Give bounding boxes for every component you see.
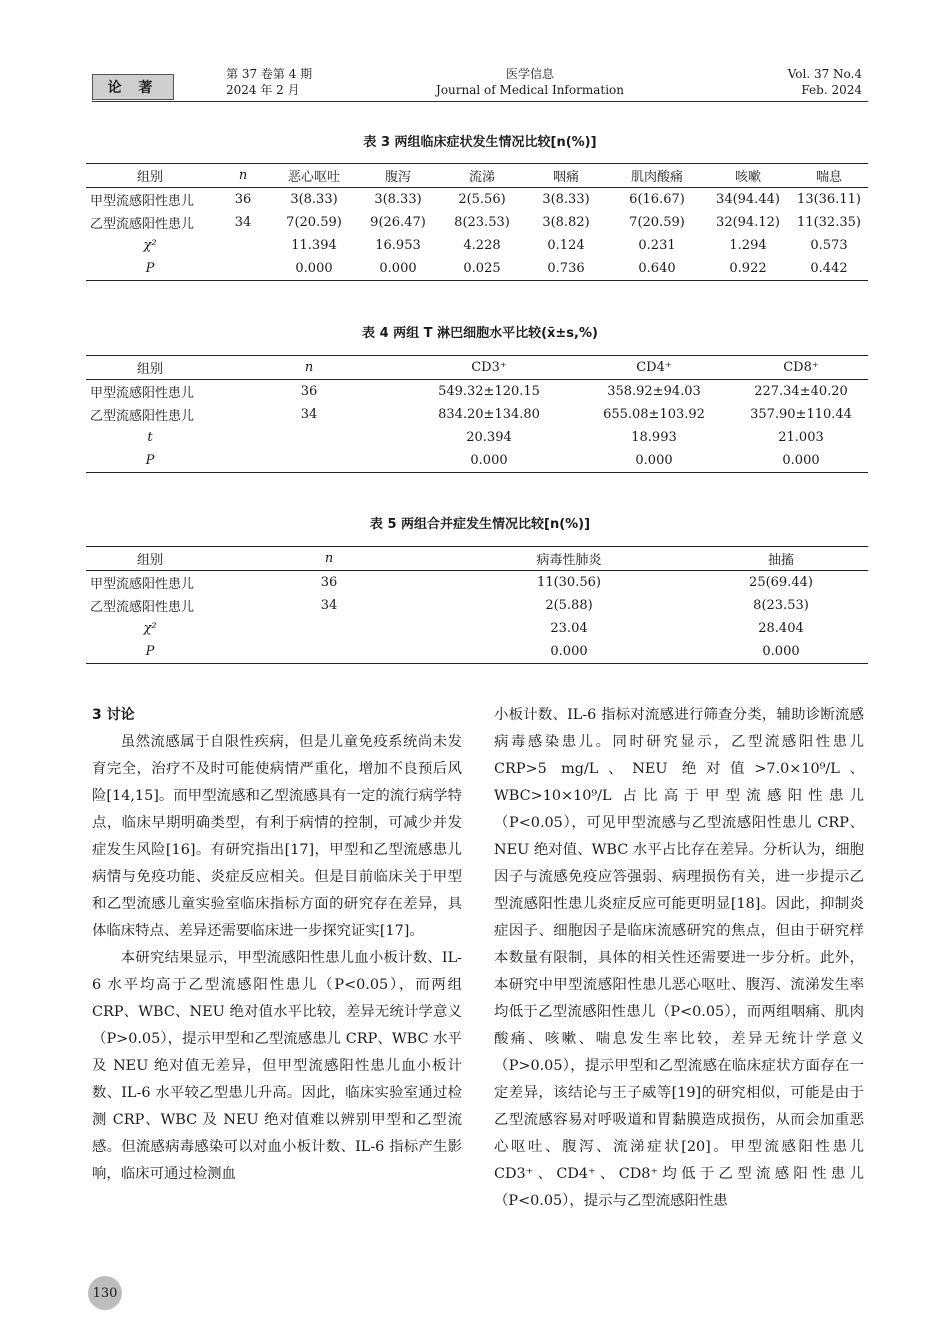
table-cell: 36 xyxy=(320,575,338,590)
table-cell: 0.000 xyxy=(444,640,694,664)
table-cell xyxy=(214,617,444,640)
table-cell: 3(8.33) xyxy=(542,192,590,207)
table-cell: 2(5.56) xyxy=(458,192,506,207)
table-row xyxy=(86,380,868,404)
table-cell: 36 xyxy=(234,192,252,207)
table-row xyxy=(86,234,868,257)
col-header: 病毒性肺炎 xyxy=(444,547,694,571)
volume-issue xyxy=(226,66,312,98)
col-header: 组别 xyxy=(86,547,214,571)
table-cell: 16.953 xyxy=(375,238,421,253)
page-number: 130 xyxy=(88,1276,122,1310)
journal-name xyxy=(430,66,630,98)
table-cell: 34 xyxy=(300,407,318,422)
col-header: 喘息 xyxy=(790,164,868,188)
table-cell: 549.32±120.15 xyxy=(438,384,540,399)
table-cell: P xyxy=(86,449,214,473)
table-cell: 9(26.47) xyxy=(370,215,426,230)
table-cell: 357.90±110.44 xyxy=(750,407,852,422)
table-cell: 7(20.59) xyxy=(286,215,342,230)
table-cell: 8(23.53) xyxy=(454,215,510,230)
col-header: CD8⁺ xyxy=(734,356,868,380)
col-header: 组别 xyxy=(86,356,214,380)
col-header: 咳嗽 xyxy=(706,164,790,188)
date-label: 2024 年 2 月 xyxy=(226,83,300,97)
table-row xyxy=(86,594,868,617)
table-cell: t xyxy=(147,430,153,445)
table-cell: 0.442 xyxy=(790,257,868,281)
col-header: 组别 xyxy=(86,164,214,188)
table4 xyxy=(86,355,868,473)
table-cell: 0.231 xyxy=(638,238,676,253)
table-cell xyxy=(214,640,444,664)
table-cell: 3(8.33) xyxy=(374,192,422,207)
col-header: n xyxy=(214,356,404,380)
table-cell: 0.922 xyxy=(706,257,790,281)
table-cell: 乙型流感阳性患儿 xyxy=(90,600,195,615)
table-cell xyxy=(214,257,272,281)
table-cell: 乙型流感阳性患儿 xyxy=(90,217,195,232)
header-rule xyxy=(92,101,868,102)
right-column xyxy=(494,702,864,1215)
table-cell: 34(94.44) xyxy=(716,192,780,207)
table-cell: 甲型流感阳性患儿 xyxy=(90,577,195,592)
col-header: n xyxy=(214,164,272,188)
table-cell: 32(94.12) xyxy=(716,215,780,230)
table-cell: 20.394 xyxy=(466,430,512,445)
table-cell: 0.640 xyxy=(608,257,706,281)
table-header-row xyxy=(86,356,868,380)
table-cell: 4.228 xyxy=(463,238,501,253)
table-cell: P xyxy=(86,640,214,664)
section-tag: 论 著 xyxy=(92,74,174,100)
table-cell: 0.124 xyxy=(547,238,585,253)
table-cell: χ² xyxy=(143,621,157,636)
table-cell: 18.993 xyxy=(631,430,677,445)
table-cell: 6(16.67) xyxy=(629,192,685,207)
table-cell xyxy=(214,449,404,473)
table-cell: 0.736 xyxy=(524,257,608,281)
table-header-row xyxy=(86,164,868,188)
table-row xyxy=(86,571,868,595)
paragraph: 小板计数、IL-6 指标对流感进行筛查分类，辅助诊断流感病毒感染患儿。同时研究显示，乙型流感阳性患儿 CRP>5 mg/L、NEU 绝对值>7.0×10⁹/L、WBC>10×10⁹/L 占比高于甲型流感阳性患儿（P<0.05），可见甲型流感与乙型流感阳性患儿 CRP、NEU 绝对值、WBC 水平占比存在差异。分析认为，细胞因子与流感免疫应答强弱、病理损伤有关，进一步提示乙型流感阳性患儿炎症反应可能更明显[18]。因此，抑制炎症因子、细胞因子是临床流感研究的焦点，但由于研究样本数量有限制，具体的相关性还需要进一步分析。此外，本研究中甲型流感阳性患儿恶心呕吐、腹泻、流涕发生率均低于乙型流感阳性患儿（P<0.05），而两组咽痛、肌肉酸痛、咳嗽、喘息发生率比较，差异无统计学意义（P>0.05），提示甲型和乙型流感在临床症状方面存在一定差异，该结论与王子威等[19]的研究相似，可能是由于乙型流感容易对呼吸道和胃黏膜造成损伤，从而会加重恶心呕吐、腹泻、流涕症状[20]。甲型流感阳性患儿 CD3⁺、CD4⁺、CD8⁺均低于乙型流感阳性患儿（P<0.05），提示与乙型流感阳性患 xyxy=(494,707,864,1209)
table-cell: 834.20±134.80 xyxy=(438,407,540,422)
col-header: 抽搐 xyxy=(694,547,868,571)
table4-caption: 表 4 两组 T 淋巴细胞水平比较(x̄±s,%) xyxy=(362,326,598,341)
table3-caption: 表 3 两组临床症状发生情况比较[n(%)] xyxy=(363,135,597,150)
table-row xyxy=(86,257,868,281)
table-row xyxy=(86,617,868,640)
table-cell: 甲型流感阳性患儿 xyxy=(90,194,195,209)
table-cell: 11(30.56) xyxy=(537,575,601,590)
table-row xyxy=(86,188,868,212)
table-cell: 8(23.53) xyxy=(753,598,809,613)
table-cell: 36 xyxy=(300,384,318,399)
table-row xyxy=(86,449,868,473)
table-row xyxy=(86,211,868,234)
table-cell: 2(5.88) xyxy=(545,598,593,613)
table-cell: 0.000 xyxy=(574,449,734,473)
table-row xyxy=(86,640,868,664)
table-cell xyxy=(214,426,404,449)
volume-label-en: Vol. 37 No.4 xyxy=(787,67,862,81)
table-cell: 28.404 xyxy=(758,621,804,636)
table-cell: 655.08±103.92 xyxy=(603,407,705,422)
table-cell: 21.003 xyxy=(778,430,824,445)
table-cell: 7(20.59) xyxy=(629,215,685,230)
col-header: n xyxy=(214,547,444,571)
table-cell: 3(8.82) xyxy=(542,215,590,230)
table-cell: 0.573 xyxy=(810,238,848,253)
table-cell: 0.025 xyxy=(440,257,524,281)
table-cell: 11(32.35) xyxy=(797,215,861,230)
table-cell: 11.394 xyxy=(291,238,337,253)
col-header: 流涕 xyxy=(440,164,524,188)
journal-name-en: Journal of Medical Information xyxy=(436,83,624,97)
date-label-en: Feb. 2024 xyxy=(801,83,862,97)
table5 xyxy=(86,546,868,664)
table-cell: 34 xyxy=(234,215,252,230)
table-header-row xyxy=(86,547,868,571)
col-header: CD4⁺ xyxy=(574,356,734,380)
table-cell: 0.000 xyxy=(272,257,356,281)
section-heading: 3 讨论 xyxy=(92,707,135,723)
table-cell: 3(8.33) xyxy=(290,192,338,207)
table-cell: 0.000 xyxy=(734,449,868,473)
table3 xyxy=(86,163,868,281)
table-cell: χ² xyxy=(143,238,157,253)
table-cell: 0.000 xyxy=(404,449,574,473)
col-header: 肌肉酸痛 xyxy=(608,164,706,188)
table-row xyxy=(86,426,868,449)
volume-issue-en xyxy=(720,66,862,98)
col-header: CD3⁺ xyxy=(404,356,574,380)
table-cell: 1.294 xyxy=(729,238,767,253)
paragraph: 本研究结果显示，甲型流感阳性患儿血小板计数、IL-6 水平均高于乙型流感阳性患儿（P<0.05），而两组 CRP、WBC、NEU 绝对值水平比较，差异无统计学意义（P>0.05），提示甲型和乙型流感患儿 CRP、WBC 水平及 NEU 绝对值无差异，但甲型流感阳性患儿血小板计数、IL-6 水平较乙型患儿升高。因此，临床实验室通过检测 CRP、WBC 及 NEU 绝对值难以辨别甲型和乙型流感。但流感病毒感染可以对血小板计数、IL-6 指标产生影响，临床可通过检测血 xyxy=(92,950,462,1182)
journal-name-cn: 医学信息 xyxy=(505,67,554,81)
col-header: 恶心呕吐 xyxy=(272,164,356,188)
table-cell: 23.04 xyxy=(550,621,588,636)
table-cell: 0.000 xyxy=(694,640,868,664)
table-row xyxy=(86,403,868,426)
table-cell: 甲型流感阳性患儿 xyxy=(90,386,195,401)
table-cell: 乙型流感阳性患儿 xyxy=(90,409,195,424)
table-cell xyxy=(214,234,272,257)
col-header: 咽痛 xyxy=(524,164,608,188)
paragraph: 虽然流感属于自限性疾病，但是儿童免疫系统尚未发育完全，治疗不及时可能使病情严重化，增加不良预后风险[14,15]。而甲型流感和乙型流感具有一定的流行病学特点，临床早期明确类型，有利于病情的控制，可减少并发症发生风险[16]。有研究指出[17]，甲型和乙型流感患儿病情与免疫功能、炎症反应相关。但是目前临床关于甲型和乙型流感儿童实验室临床指标方面的研究存在差异，具体临床特点、差异还需要临床进一步探究证实[17]。 xyxy=(92,734,462,939)
volume-label: 第 37 卷第 4 期 xyxy=(226,67,313,81)
table-cell: P xyxy=(86,257,214,281)
table-cell: 0.000 xyxy=(356,257,440,281)
table5-caption: 表 5 两组合并症发生情况比较[n(%)] xyxy=(369,517,591,532)
table-cell: 358.92±94.03 xyxy=(607,384,701,399)
table-cell: 227.34±40.20 xyxy=(754,384,848,399)
table-cell: 13(36.11) xyxy=(797,192,861,207)
left-column xyxy=(92,702,462,1188)
col-header: 腹泻 xyxy=(356,164,440,188)
table-cell: 34 xyxy=(320,598,338,613)
table-cell: 25(69.44) xyxy=(749,575,813,590)
